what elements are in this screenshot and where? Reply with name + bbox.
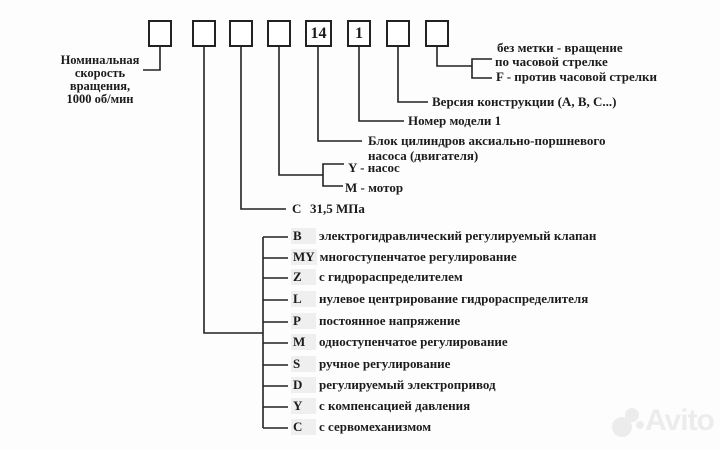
code-box-6: 1 xyxy=(347,20,371,47)
design-version-label: Версия конструкции (A, B, C...) xyxy=(432,94,617,109)
pressure-code-letter: C xyxy=(292,201,302,216)
code-description: постоянное напряжение xyxy=(319,313,461,328)
list-item-p xyxy=(291,313,460,329)
code-box-7 xyxy=(386,20,410,47)
code-box-3 xyxy=(229,20,253,47)
code-letter: MY xyxy=(293,249,315,264)
code-description: с сервомеханизмом xyxy=(319,419,432,434)
nominal-speed-note xyxy=(40,54,160,106)
rotation-label-line1: без метки - вращение xyxy=(497,40,623,55)
cylinder-block-label-line1: Блок цилиндров аксиально-поршневого xyxy=(368,133,606,148)
watermark-logo-circle xyxy=(625,408,639,422)
watermark-text: Avito xyxy=(645,404,714,437)
motor-label: M - мотор xyxy=(345,180,404,195)
code-letter: D xyxy=(291,377,316,393)
code-description: многоступенчатое регулирование xyxy=(319,249,517,264)
code-letter: C xyxy=(291,419,316,435)
list-item-my xyxy=(291,249,517,265)
code-box-8 xyxy=(425,20,449,47)
code-letter: L xyxy=(291,291,316,307)
code-description: с компенсацией давления xyxy=(319,398,471,413)
code-description: электрогидравлический регулируемый клапан xyxy=(319,228,597,243)
code-letter: P xyxy=(291,313,316,329)
list-item-c xyxy=(291,419,431,435)
list-item-s xyxy=(291,356,450,372)
code-box-1 xyxy=(148,20,172,47)
list-item-d xyxy=(291,377,496,393)
code-box-4 xyxy=(267,20,291,47)
list-item-l xyxy=(291,291,588,307)
code-description: с гидрораспределителем xyxy=(319,269,463,284)
note-line: скорость xyxy=(74,66,126,80)
code-box-2 xyxy=(192,20,216,47)
rotation-label-line2: по часовой стрелке xyxy=(495,54,608,69)
code-description: ручное регулирование xyxy=(319,356,451,371)
list-item-b xyxy=(291,228,596,244)
rotation-label-line3: F - против часовой стрелки xyxy=(496,69,658,84)
code-description: нулевое центрирование гидрораспределителя xyxy=(319,291,589,306)
cylinder-block-label-line2: насоса (двигателя) xyxy=(368,148,479,163)
pressure-label xyxy=(292,201,365,216)
code-letter: S xyxy=(291,356,316,372)
code-description: одноступенчатое регулирование xyxy=(319,334,508,349)
list-item-m xyxy=(291,334,508,350)
watermark-logo-circle xyxy=(636,421,644,429)
code-letter: B xyxy=(291,228,316,244)
code-box-5: 14 xyxy=(305,20,332,47)
code-description: регулируемый электропривод xyxy=(319,377,496,392)
pressure-value: 31,5 МПа xyxy=(310,201,365,216)
watermark-logo-circle xyxy=(612,417,632,437)
pump-label: Y - насос xyxy=(348,160,400,175)
code-letter: Z xyxy=(291,269,316,285)
note-line: Номинальная xyxy=(60,53,140,67)
model-number-label: Номер модели 1 xyxy=(408,113,502,128)
note-line: 1000 об/мин xyxy=(66,92,134,106)
code-letter: M xyxy=(291,334,316,350)
code-letter: Y xyxy=(291,398,316,414)
note-line: вращения, xyxy=(69,79,131,93)
list-item-z xyxy=(291,269,463,285)
list-item-y xyxy=(291,398,470,414)
